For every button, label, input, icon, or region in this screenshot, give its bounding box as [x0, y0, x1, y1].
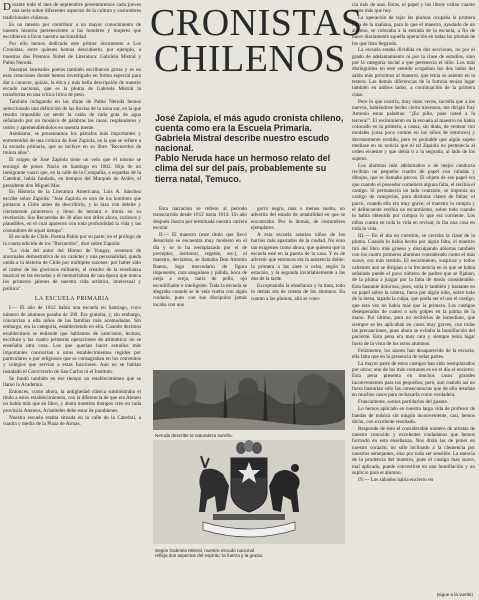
col4-paragraph-0: cía más de asar. Estas, el papel y los libros valían cuanto veces más que hoy. [352, 2, 475, 15]
col1-paragraph-13: Nuestra escuela estaba situada en la calle de la Catedral, a cuadra y media de la Plaza de Armas. [3, 414, 141, 427]
headline-line-2: CHILENOS [154, 38, 346, 80]
coat-of-arms-illustration [153, 440, 345, 544]
coat-of-arms-image [153, 440, 345, 544]
col2-paragraph-1: II.— El maestro (este título que llevó Jesucristo se encuentra muy modesto en el día y se lo ha reemplazado por el de preceptor, institutor, regente, etc.), el maestro, decíamos, se llamaba Don Antonio Bueno, lego mercedario de figura imponente, cara sanguínea y pálida, boca de oreja a oreja, nariz de pollo, ojo escudriñador e inteligente. Toda la escuela se alegraba cuando se le veía vuelta con algún cuidado, pues con sus discípulos jamás tocaba con uno [153, 231, 247, 308]
col3-paragraph-0: gorro negro, más o menos suelto, no advertía del estado de amabilidad en que se encontraba. Por lo demás, de costumbres ejemplares. [251, 206, 345, 232]
col4-paragraph-8: Francamente, somos partidarios del guante. [358, 399, 449, 406]
col4-paragraph-10: Responde de ésto el considerable número de artistas de nuestro conocido y excelentes ciudadanos que hemos formado en esta enseñanza. Nos dirán las de poner en nuestro corazón, no sólo inclinado a la clemencia por nuestros semejantes, sino por todo ser sensible. La esencia de la prudencia del maestro, pues el castigo mas suave, mal aplicado, puede convertirse en una humillación y un suplicio para el alumno. [352, 425, 475, 477]
col1-paragraph-12: Entonces, como ahora, la antigüedad clásica suministraba el título a estos establecimientos, con la diferencia de que era Ateneo no había más que en libro, y ahora nuestros tiempos creo en cada provincia Ateneos, Aristóteles debe estar de parabienes. [3, 388, 141, 414]
col1-paragraph-6: El origen de José Zapiola tiene un velo que él mismo se encargó de poner. Nació en Santiago en 1802. Hijo de un inmigrante vasco que, en la calle de la Compañía, a espaldas de la Catedral, había fundado, en tiempos del Marqués de Avilés, el presidente don Miguel Mac. [3, 157, 141, 189]
column-middle-left [153, 206, 247, 366]
headline [150, 2, 363, 80]
col1-paragraph-10: I.— El año de 1812 había una escuela en Santiago, cuyo número de alumnos pasaba de 300. Era gratuita, y, sin embargo, concurrían a ella niños de las familias más acomodadas. Sin embargo, era la categoría, estableciendo en ella. Cuando decimos establecimos se entiende que hablamos de catecismo, lectura, escritura y las cuatro primeras operaciones de aritmética: no se enseñaba otra cosa. Los que querían hacer estudios más importantes concurrían a otros establecimientos regidos por particulares o por religiosos que se consagraban en los conventos y colegios que servían a estas funciones. Aun no se habían instalado el Convictorio de San Carlos ni el Instituto. [3, 305, 141, 375]
col1-paragraph-8: El escudo de Chile. Poema Pablo por su parte, en el prólogo de la cuarta edición de los "Recuerdos", dice sobre Zapiola: [3, 234, 141, 247]
col4-paragraph-5: III.— En el día en cuestión, se cerraba la clase de la pluma. Cuando lo había hecho por algún falta, el maestro tiró del libro más grueso y disculpando abiertas también con los cuatro primeros alumnos considerado como el más suave, era más temido. El escarmiento, suspicaz y todos calientes aun se dirigían a la frecuencia en lo que se había señalado puede el poco número de padres que se fijaban, de la pluma a juzgar por la falta de modo considerable. Esta bastante dolorosa, pues, solía ir también y bastante en un papel sobre la cabeza, fuera por algún niño, sobre todo de la mesa, tapado la culpa, que podía ser el uso el castigo, que esta vez no había más que la primera. Los castigos desesperados de cuatro o seis golpes en la palma de la mano. Por último, para no recibirlos de inmediato, que siempre se les aplicaban en casos muy graves, con todas las precauciones, pues ahora se evitaba la humillación del paciente. Esta pena era muy rara y siempre tenía lugar fuera de la vista de los otros alumnos. [352, 232, 475, 347]
headline-line-1: CRONISTAS [150, 2, 363, 44]
col4-paragraph-2: La escuela estaba dividida en dos secciones, no por el grado de adelantamiento ni por la clase de estudios, sino por la categoría social a que pertenecía el niño. Los más distinguidos en este sentido ocupaban los dos lados del salón más próximos al maestro, que tenía su asiento en la testera. Las demás diferencias de la fortuna tenían lugar también en ambos lados, a continuación de la primera clase. [352, 47, 475, 98]
column-middle-right [251, 206, 345, 366]
col1-paragraph-7: En Historia de la Literatura Americana, Luis A. Sánchez escribe sobre Zapiola: "José Zapiola es otro de los hombres que pintaron a Chile antes de describirlo, y lo hizo con deleite y ciertamente pintoresco y lleno de ternura e ironía en su revelación. Sus Recuerdos de 30 años son útiles ahora, curiosos y plausibles, en el cual aparecen con toda profundidad la vida y las costumbres de aquel tiempo". [3, 189, 141, 234]
col1-paragraph-1: Es un intento por contribuir a un mayor conocimiento de nuestra historia perteneciente a las hombres y mujeres que escribieron a favor nuestra nacionalidad. [3, 21, 141, 41]
section-heading: LA ESCUELA PRIMARIA [34, 295, 110, 302]
col1-paragraph-4: También indagando en las obras de Pablo Neruda hemos seleccionado una definición de las lluvias de la zona sur, en la que resulta imposible no sentir la caída de cada gota de agua señalando por un mosaico de palabras las casas, resplandores y rostro y aprehendiéndolos en nuestra mente. [3, 99, 141, 131]
forest-photo [153, 370, 345, 430]
col1-paragraph-5: Asimismo, se presentamos los párrafos más importantes y entretenidos de una crónica de José Zapiola, en la que se refiere a la escuela primaria, que se incluye en su libro "Recuerdos de treinta años". [3, 131, 141, 157]
lead-text [155, 113, 349, 184]
col1-paragraph-3: Nuestros laureados poetas también escribieron prosa y es en esas creaciones donde hemos investigado en forma especial para dar a conocer, quizás, la ética y más bella descripción de nuestro escudo nacional, que es la pluma de Gabriela Mistral la transforma en una crítica lírica de peso. [3, 66, 141, 99]
col4-paragraph-1: La operación de tajar las plumas ocupaba la primera hora de la mañana, para lo que el maestro, ayudado de un alumno, se colocaba a la entrada de la escuela, a fin de hacer diariamente aquella operación en todas las plumas de los que iban llegando. [352, 15, 475, 47]
column-right [352, 2, 475, 596]
col4-paragraph-11: IV.— Los sábados había encierro en [358, 476, 434, 483]
col4-paragraph-3: Pero lo que ocurría, muy raras veces, sucedía que a los nuevos, habiéndose hecho cierta travesura, me dirigió fray Antonio estas palabras: "¡Ea pillo, pase usted a la tercera!". El recibimiento en la escuela al maestro no había colocado en la primera, a causa, sin duda, de ventear con modales (cosa poco común en los niños de entonces) y decentemente vestido, pero es probable que algún sujeto mediase en su noticia que el tal Zapiola no pertenecía al orden ecuestre y que debía ir a la segunda, al lado de los sujetos. [352, 98, 475, 162]
col4-paragraph-4: Los alumnos más adelantados o de mejor conducta recibían un pequeño cuadro de papel con caladas y dibujos, que se llamaba parcos. El objeto de ese papel era que cuando el poseedor cometiera alguna falta, el recibía el castigo. Si permanecía un lado contrario, se imponía un castigo de categorías, para distintas clases de faltas: el parco, cuando ella era muy grave; el maestro lo rompía y el delincuente recibía un escarmiento, sobre todo cuando lo había obtenido por compra lo que era corriente. Los niños cuesta en toda la vida en revisar, lo iba una cosa en toda la vida. [352, 162, 475, 233]
col4-paragraph-6: Felizmente, los azotes han desaparecido de la escuela; ella falta que en la presencia de todas partes. [352, 347, 475, 360]
lead-paragraph-1: José Zapiola, el más agudo cronista chileno, cuenta como era la Escuela Primaria. Gabriela Mistral describe nuestro escudo nacional. [155, 113, 344, 154]
col1-paragraph-2: Por ello hemos dedicado este primer documento a Los Cronistas, entre quienes hemos descubierto, por ejemplo, a nuestros dos Premios Nobel de Literatura: Gabriela Mistral y Pablo Neruda. [3, 41, 141, 67]
photo-caption-1: Neruda describe la naturaleza sureña. [155, 433, 233, 438]
col1-paragraph-9: "La vida del autor del Himno de Yungay, aventura de anormales demostrativa de un carácter y una personalidad, queda unida a la historia de Chile por múltiples razones: por haber sido el cantor de los gloriosos militares, el creador de la enseñanza musical en las escuelas y el memorialista de una época que nunca los primeros jalones de nuestra vida artística, intelectual y política". [3, 247, 141, 292]
column-left [3, 2, 141, 596]
col3-paragraph-1: A esta escuela asistían niños de los barrios más apartados de la ciudad. No eran tan exigentes como ahora, que quieren que la escuela esté en la puerta de la casa. Y es de advertir que entonces era la asistencia doble: la primera a las siete u ocho, según la estación, y la segunda invariablemente a las dos de la tarde. [251, 231, 345, 283]
col3-paragraph-2: Exceptuando la enseñanza y la tinta, todo lo demás era de cuenta de los alumnos. En cuanto a las plumas, allá se cono- [251, 283, 345, 302]
drop-cap: D [3, 2, 11, 13]
col1-paragraph-0: Durante todo el mes de septiembre presentaremos cada jueves una serie sobre diferentes aspectos de la cultura y costumbres tradicionales chilenas. [3, 2, 141, 21]
lead-paragraph-2: Pablo Neruda hace un hermoso relato del clima del sur del país, probablemente su tierra natal, Temuco. [155, 153, 331, 184]
col4-paragraph-7: La mayor parte de estos castigos han sido reemplazados por otros; uno de los más comunes es en el día el encierro. Esta pena presenta en muchos casos grandes inconvenientes para los pequeños; pero, aun cuando así no fuera bastarían sólo las consecuencias que de ella resultan en muchos casos para rechazarla como verdadera. [352, 360, 475, 399]
col2-paragraph-0: Esta narración se refiere al período transcurrido desde 1812 hasta 1814. Un año después ilustra por terminada nuestra carrera escolar. [153, 206, 247, 232]
col4-paragraph-9: Lo hemos aplicado en nuestra larga vida de profesor de bandas de música sin ningún inconveniente, casi, hemos dicho, con excelente resultado. [352, 406, 475, 425]
col1-paragraph-11: Se fundó también en ese tiempo un establecimiento que se llamó la Academia. [3, 375, 141, 388]
forest-illustration [153, 370, 345, 430]
photo-caption-2: Según Gabriela Mistral, nuestro escudo nacional refleja dos aspectos del espíritu: la fuerza y la gracia. [155, 548, 264, 559]
continued-note: (sigue a la vuelta) [436, 592, 473, 597]
